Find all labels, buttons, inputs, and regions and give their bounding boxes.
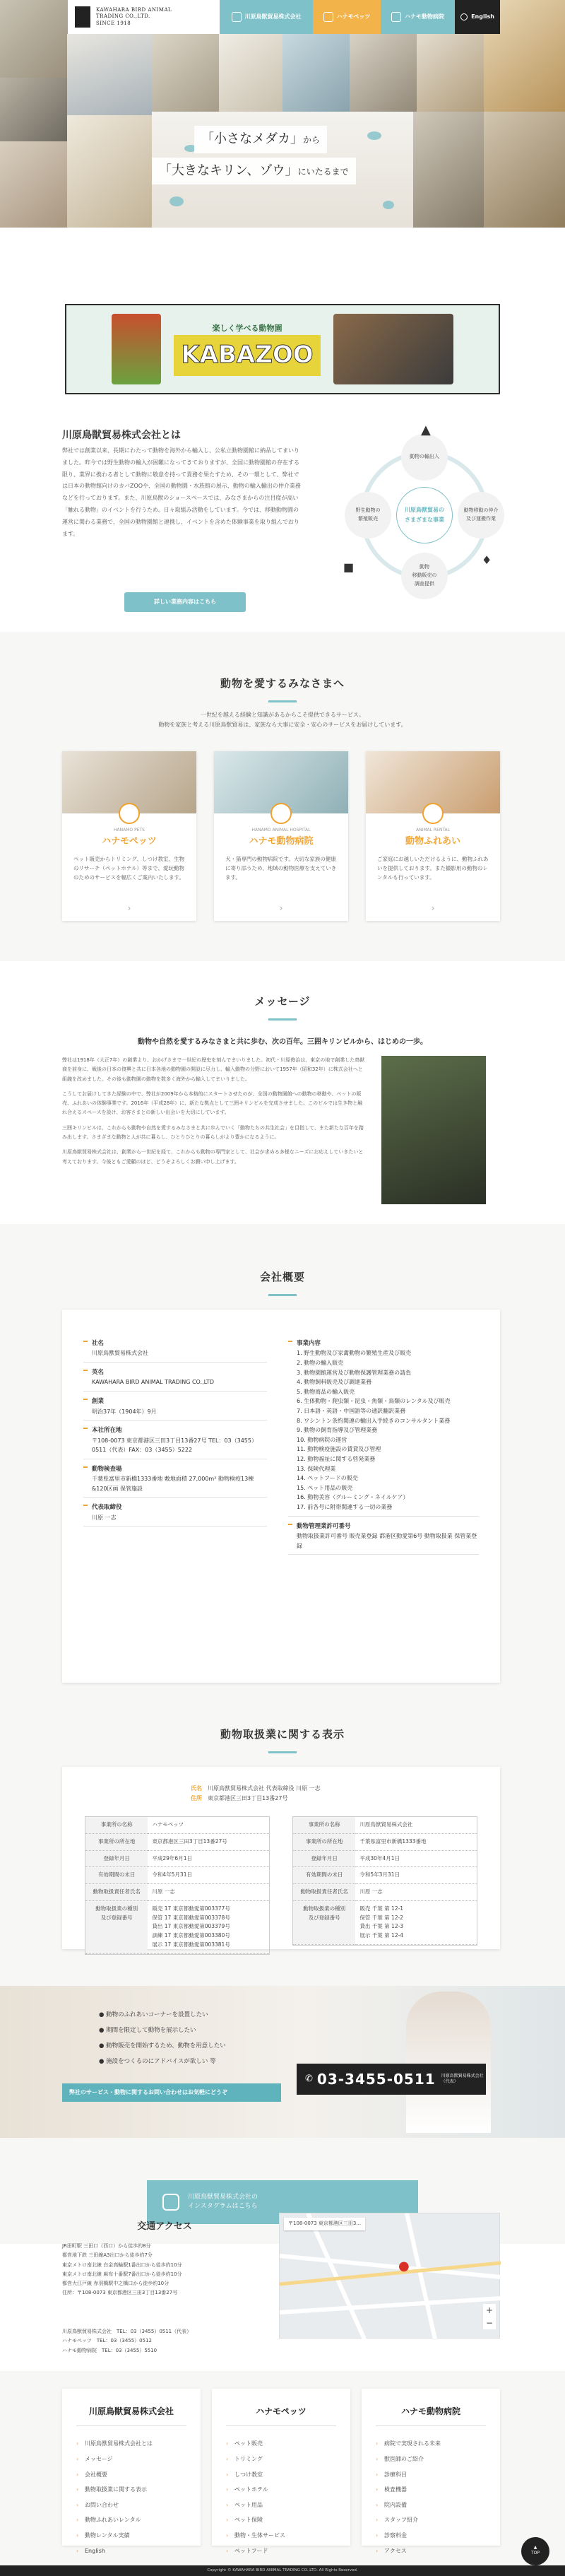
access-lines (62, 2242, 274, 2298)
card-name: 動物ふれあい (405, 836, 460, 847)
registry-label: 登録年月日 (85, 1850, 148, 1867)
business-item: 4. 動物飼料販売及び調達業務 (297, 1379, 372, 1386)
site-logo[interactable] (68, 0, 220, 34)
back-to-top-button[interactable]: ▲ TOP (521, 2537, 549, 2565)
animals-photo (333, 314, 453, 384)
company-row: 本社所在地 〒108-0073 東京都港区三田3丁目13番27号 TEL：03（3455）0511（代表）FAX：03（3455）5222 (83, 1421, 267, 1459)
paw-icon (119, 803, 140, 824)
footer-link[interactable]: › ペットホテル (226, 2482, 336, 2498)
globe-icon (460, 13, 468, 20)
company-info-right (288, 1334, 479, 1555)
registry-row (85, 1867, 269, 1884)
business-list (297, 1348, 479, 1512)
footer-link[interactable]: › 診察料金 (376, 2528, 486, 2543)
building-icon (232, 12, 242, 22)
instagram-icon (162, 2194, 179, 2211)
registry-value: 販売 千葉 第 12-1 保管 千葉 第 12-2 貸出 千葉 第 12-3 展示 千葉 第 12-4 (355, 1900, 477, 1944)
footer-link[interactable]: › しつけ教室 (226, 2467, 336, 2483)
access-line: JR田町駅 三田口（西口）から徒歩約8分 (62, 2243, 151, 2249)
registry-value: 川原 一志 (148, 1884, 269, 1901)
nav-kawahara[interactable]: 川原鳥獣貿易株式会社 (220, 0, 313, 34)
registry-row (85, 1884, 269, 1901)
business-item: 5. 動物商品の輸入販売 (297, 1388, 355, 1395)
nav-english[interactable]: English (455, 0, 500, 34)
diagram-item: 動物移動の仲介 及び運搬作業 (458, 492, 504, 539)
registry-label: 事業所の所在地 (293, 1833, 355, 1850)
message-title: メッセージ (0, 993, 565, 1021)
logo-line: TRADING CO.,LTD. (96, 13, 150, 20)
logo-line: SINCE 1918 (96, 20, 131, 26)
nav-hanamo-pets[interactable]: ハナモペッツ (313, 0, 381, 34)
registry-address: 住所 東京都港区三田3丁目13番27号 (191, 1794, 288, 1801)
kabazoo-banner[interactable] (65, 304, 500, 394)
registry-value: 千葉県富里市新橋1333番地 (355, 1833, 477, 1850)
contact-point: ● 動物販売を開始するため、動物を用意したい (99, 2042, 226, 2050)
registry-table-right (292, 1816, 477, 1946)
business-item: 16. 動物美容（グルーミング・ネイルケア） (297, 1494, 409, 1501)
registry-value: ハナモペッツ (148, 1817, 269, 1833)
footer-link[interactable]: › 診療科目 (376, 2467, 486, 2483)
business-item: 15. ペット用品の販売 (297, 1484, 353, 1491)
google-map[interactable] (279, 2213, 500, 2339)
footer-link[interactable]: › スタッフ紹介 (376, 2512, 486, 2528)
footer-link[interactable]: › ペット販売 (226, 2436, 336, 2452)
registry-label: 動物取扱業の種別 及び登録番号 (293, 1900, 355, 1944)
access-tel (62, 2327, 274, 2356)
access-tel-line: 川原鳥獣貿易株式会社 TEL：03（3455）0511（代表） (62, 2329, 192, 2334)
footer-link[interactable]: › 川原鳥獣貿易株式会社とは (76, 2436, 186, 2452)
company-card (62, 1310, 500, 1683)
about-title: 川原鳥獣貿易株式会社とは (62, 430, 181, 441)
footer-col-pets (212, 2389, 350, 2554)
footer-link[interactable]: › メッセージ (76, 2452, 186, 2467)
contact-point: ● 期間を限定して動物を展示したい (99, 2027, 196, 2035)
map-pin-icon: ● (398, 2259, 410, 2274)
services-title: 動物を愛するみなさまへ (0, 675, 565, 702)
registry-row (85, 1817, 269, 1833)
company-info-left (83, 1334, 267, 1527)
parrot-photo (112, 314, 161, 384)
access-line: 住所：〒108-0073 東京都港区三田3丁目13番27号 (62, 2290, 178, 2296)
registry-row (85, 1850, 269, 1867)
phone-button[interactable]: ✆ 03-3455-0511 川原鳥獣貿易株式会社 （代表） (297, 2064, 486, 2095)
card-name: ハナモペッツ (102, 836, 157, 847)
chevron-down-icon: › (127, 902, 131, 913)
footer-link[interactable]: › ペットフード (226, 2543, 336, 2559)
access-tel-line: ハナモ動物病院 TEL：03（3455）5510 (62, 2347, 157, 2353)
map-zoom-control[interactable]: + − (483, 2304, 496, 2329)
map-label: 〒108-0073 東京都港区三田3... (284, 2218, 365, 2230)
business-item: 17. 前各号に附帯関連する一切の業務 (297, 1503, 393, 1510)
services-intro: 動物を家族と考える川原鳥獣貿易は、家族なら大事に安全・安心のサービスをお届けしています。 (158, 721, 407, 728)
footer-link[interactable]: › English (76, 2543, 186, 2559)
registry-table-left (85, 1816, 270, 1955)
bird-icon: ▲ (421, 423, 431, 437)
access-line: 都営地下鉄 三田線A3出口から徒歩約7分 (62, 2252, 153, 2259)
phone-number: 03-3455-0511 (316, 2071, 436, 2088)
registry-label: 有効期間の末日 (85, 1867, 148, 1884)
footer-link[interactable]: › 院内設備 (376, 2498, 486, 2513)
instagram-banner[interactable]: 川原鳥獣貿易株式会社の インスタグラムはこちら (147, 2180, 418, 2224)
about-detail-button[interactable]: 詳しい業務内容はこちら (124, 592, 246, 612)
registry-value: 東京都港区三田3丁目13番27号 (148, 1833, 269, 1850)
message-body: 弊社は1918年（大正7年）の創業より、おかげさまで一世紀の歴史を刻んでまいりました。初代・川原俊治は、東京の地で創業した鳥獣商を前身に、戦後の日本の復興と共に日本各地の動物園の開設に尽力し、輸入動物の分野において1957年（昭和32年）に株式会社へと組織を改めました。その後も動物園の動物を数多く海外から輸入してまいりました。 こうしてお届けしてきた経験の中で、弊社が2009年から本格的にスタートさせたのが、全国の動物園館への動物の移動や、ペットの販売、ふれあいの体験事業です。2016年（平成28年）に、新たな拠点として三囲キリンビルを完成させました。このビルでは生き物と触れ合えるスペースを設け、お客さまとの新しい出会いを大切にしています。 三囲キリンビルは、これからも動物や自然を愛するみなさまと共に歩んでいく「動物たちの共生社会」を目指して、また新たな百年を踏み出します。さまざまな動物と人が共に暮らし、ひとりひとりの暮らしがより豊かになるように。 川原鳥獣貿易株式会社は、創業から一世紀を経て、これからも動物の専門家として、社会が求める多様なニーズにお応えしていきたいと考えております。今後ともご愛顧のほど、どうぞよろしくお願い申し上げます。 (62, 1057, 365, 1165)
footer-link[interactable]: › 動物取扱業に関する表示 (76, 2482, 186, 2498)
business-item: 9. 動物の飼育指導及び管理業務 (297, 1427, 378, 1434)
company-row: 代表取締役 川原 一志 (83, 1498, 267, 1527)
footer-link[interactable]: › 動物レンタル実績 (76, 2528, 186, 2543)
contact-points (99, 2007, 226, 2069)
registry-row (293, 1850, 477, 1867)
footer-link[interactable]: › 獣医師のご紹介 (376, 2452, 486, 2467)
hospital-icon (270, 803, 292, 824)
registry-value: 川原鳥獣貿易株式会社 (355, 1817, 477, 1833)
footer-link[interactable]: › 病院で実現される未来 (376, 2436, 486, 2452)
registry-row (85, 1833, 269, 1850)
footer-link[interactable]: › 検査機器 (376, 2482, 486, 2498)
access-line: 都営大江戸線 赤羽橋駅中之橋口から徒歩約10分 (62, 2281, 170, 2287)
registry-value: 令和5年3月31日 (355, 1867, 477, 1884)
copyright: Copyright © KAWAHARA BIRD ANIMAL TRADING CO.,LTD. All Rights Reserved. (0, 2565, 565, 2576)
business-item: 12. 動物福祉に関する啓発業務 (297, 1455, 376, 1462)
footer-title: ハナモ動物病院 (376, 2404, 486, 2426)
chevron-down-icon: › (279, 902, 283, 913)
nav-hanamo-hospital[interactable]: ハナモ動物病院 (381, 0, 455, 34)
registry-label: 事業所の名称 (85, 1817, 148, 1833)
business-item: 7. 日本語・英語・中国語等の通訳翻訳業務 (297, 1408, 406, 1414)
registry-value: 販売 17 東京都動愛第003377号 保管 17 東京都動愛第003378号 貸出 17 東京都動愛第003379号 訓練 17 東京都動愛第003380号 展示 17 東京都動愛第003381号 (148, 1900, 269, 1953)
diagram-item: 動物 移動販売の 調査提供 (401, 553, 448, 599)
footer-link[interactable]: › お問い合わせ (76, 2498, 186, 2513)
service-card-rental[interactable]: ANIMAL RENTAL 動物ふれあい ご家庭にお越しいただけるように、動物ふれあいを提供しております。また撮影用の動物のレンタルも行っています。 › (366, 751, 500, 921)
access-line: 東京メトロ南北線 麻布十番駅7番出口から徒歩約10分 (62, 2271, 182, 2277)
business-item: 2. 動物の輸入販売 (297, 1360, 344, 1367)
business-item: 14. ペットフードの販売 (297, 1475, 358, 1482)
contact-point: ● 施設をつくるのにアドバイスが欲しい 等 (99, 2058, 216, 2066)
registry-name: 氏名 川原鳥獣貿易株式会社 代表取締役 川原 一志 (191, 1785, 321, 1792)
registry-row (293, 1884, 477, 1901)
company-row: 創業 明治37年（1904年）9月 (83, 1392, 267, 1421)
diagram-item: 動物の輸出入 (401, 434, 448, 481)
registry-label: 事業所の所在地 (85, 1833, 148, 1850)
registry-label: 動物取扱責任者氏名 (293, 1884, 355, 1901)
hand-icon (422, 803, 444, 824)
contact-point: ● 動物のふれあいコーナーを設置したい (99, 2011, 208, 2018)
banner-subtitle: 楽しく学べる動物園 (212, 323, 282, 333)
chevron-down-icon: › (431, 902, 435, 913)
access-line: 東京メトロ南北線 白金高輪駅1番出口から徒歩約10分 (62, 2262, 182, 2268)
registry-row (85, 1900, 269, 1953)
footer-link[interactable]: › 会社概要 (76, 2467, 186, 2483)
staff-photo (406, 1992, 491, 2133)
footer-link[interactable]: › トリミング (226, 2452, 336, 2467)
business-item: 11. 動物検疫施設の賃貸及び管理 (297, 1446, 381, 1453)
business-item: 13. 保険代理業 (297, 1465, 336, 1472)
banner-title: KABAZOO (174, 335, 320, 376)
registry-label: 動物取扱責任者氏名 (85, 1884, 148, 1901)
hospital-icon (391, 12, 401, 22)
card-name: ハナモ動物病院 (249, 836, 314, 847)
elephant-icon: ■ (343, 560, 355, 574)
registry-label: 登録年月日 (293, 1850, 355, 1867)
message-lead: 動物や自然を愛するみなさまと共に歩む、次の百年。三囲キリンビルから、はじめの一歩。 (138, 1038, 427, 1046)
registry-value: 令和4年5月31日 (148, 1867, 269, 1884)
diagram-center: 川原鳥獣貿易の さまざまな事業 (396, 487, 453, 543)
service-card-hospital[interactable]: HANAMO ANIMAL HOSPITAL ハナモ動物病院 犬・猫専門の動物病院です。大切な家族の健康に寄り添うため、地域の動物医療を支えていきます。 › (214, 751, 348, 921)
diagram-item: 野生動物の 繁殖販売 (345, 492, 391, 539)
company-title: 会社概要 (0, 1269, 565, 1296)
about-body: 弊社では創業以来、長期にわたって動物を海外から輸入し、公私立動物園館に納品してまいりました。昨今では野生動物の輸入が困難になってきておりますが、全国に動物園館の存在する限り、業界に携わる者として動物に敬意を持って責務を果たすため、その一環として、弊社では日本の動物館向けのカバZOOや、全国の動物園・水族館の展示、動物の輸入輸出の仲介業務などを行っております。また、川原鳥獣のショースペースでは、みなさまからの注目度が高い「触れる動物」のイベントを行うため、日々取組み活動をしています。今では、移動動物園の運営に関わる業務で、全国の動物園館と連携し、イベントを含めた体験事業を取り組んでおります。 (62, 447, 301, 537)
phone-icon: ✆ (305, 2073, 313, 2084)
flamingo-icon: ♦ (482, 553, 492, 567)
footer-link[interactable]: › ペット用品 (226, 2498, 336, 2513)
registry-value: 平成29年6月1日 (148, 1850, 269, 1867)
business-diagram (343, 420, 506, 604)
footer-col-kawahara (62, 2389, 201, 2554)
footer-title: 川原鳥獣貿易株式会社 (76, 2404, 186, 2426)
president-photo (381, 1056, 486, 1204)
registry-label: 有効期間の末日 (293, 1867, 355, 1884)
business-content: 事業内容 1. 野生動物及び家禽動物の繁殖生産及び販売 2. 動物の輸入販売 3. 動物園館運営及び動物保護管理業務の請負 4. 動物飼料販売及び調達業務 5. 動物商品の輸入販売 6. 生体動物・爬虫類・昆虫・魚類・鳥類のレンタル及び販売 7. 日本語・英語・中国語等の通訳翻訳業務 8. ワシントン条約関連の輸出入手続きのコンサルタント業務 9. 動物の飼育指導及び管理業務 10. 動物病院の運営 11. 動物検疫施設の賃貸及び管理 12. 動物福祉に関する啓発業務 13. 保険代理業 14. ペットフードの販売 15. ペット用品の販売 16. 動物美容（グルーミング・ネイルケア） 17. 前各号に附帯関連する一切の業務 (288, 1334, 479, 1517)
hero-collage (0, 0, 565, 228)
company-row: 英名 KAWAHARA BIRD ANIMAL TRADING CO.,LTD (83, 1363, 267, 1392)
registry-row (293, 1833, 477, 1850)
business-item: 10. 動物病院の運営 (297, 1436, 347, 1443)
company-row: 社名 川原鳥獣貿易株式会社 (83, 1334, 267, 1363)
registry-card (62, 1767, 500, 1949)
footer-col-hospital (362, 2389, 500, 2554)
registry-label: 動物取扱業の種別 及び登録番号 (85, 1900, 148, 1953)
business-item: 6. 生体動物・爬虫類・昆虫・魚類・鳥類のレンタル及び販売 (297, 1398, 451, 1405)
company-row: 動物管理業許可番号 動物取扱業許可番号 販売業登録 都港区動愛第6号 動物取扱業 保管業登録 (288, 1517, 479, 1555)
access-title: 交通アクセス (137, 2221, 192, 2232)
registry-label: 事業所の名称 (293, 1817, 355, 1833)
business-item: 1. 野生動物及び家禽動物の繁殖生産及び販売 (297, 1350, 412, 1357)
registry-row (293, 1817, 477, 1833)
logo-emblem-icon (75, 6, 90, 28)
registry-row (293, 1900, 477, 1944)
registry-value: 川原 一志 (355, 1884, 477, 1901)
business-item: 3. 動物園館運営及び動物保護管理業務の請負 (297, 1369, 412, 1376)
hero-headline: 「小さなメダカ」から 「大きなキリン、ゾウ」にいたるまで (152, 126, 356, 189)
contact-cta[interactable]: 弊社のサービス・動物に関するお問い合わせはお気軽にどうぞ (62, 2083, 281, 2102)
logo-line: KAWAHARA BIRD ANIMAL (96, 7, 172, 13)
top-nav (0, 0, 565, 34)
services-intro: 一世紀を越える経験と知識があるからこそ提供できるサービス。 (200, 712, 365, 718)
footer-link[interactable]: › アクセス (376, 2543, 486, 2559)
footer-link[interactable]: › 動物・生体サービス (226, 2528, 336, 2543)
footer-link[interactable]: › 動物ふれあいレンタル (76, 2512, 186, 2528)
access-tel-line: ハナモペッツ TEL：03（3455）0512 (62, 2338, 152, 2344)
paw-icon (323, 12, 333, 22)
service-card-pets[interactable]: HANAMO PETS ハナモペッツ ペット販売からトリミング、しつけ教室、生物のリサーチ（ペットホテル）等まで、愛玩動物のためのサービスを幅広くご案内いたします。 › (62, 751, 196, 921)
business-item: 8. ワシントン条約関連の輸出入手続きのコンサルタント業務 (297, 1417, 451, 1424)
footer-link[interactable]: › ペット保険 (226, 2512, 336, 2528)
footer-title: ハナモペッツ (226, 2404, 336, 2426)
registry-title: 動物取扱業に関する表示 (0, 1726, 565, 1753)
company-row: 動物検査場 千葉県富里市新橋1333番地 敷地面積 27,000m² 動物検疫13棟&120区画 保管施設 (83, 1459, 267, 1498)
registry-row (293, 1867, 477, 1884)
registry-value: 平成30年4月1日 (355, 1850, 477, 1867)
